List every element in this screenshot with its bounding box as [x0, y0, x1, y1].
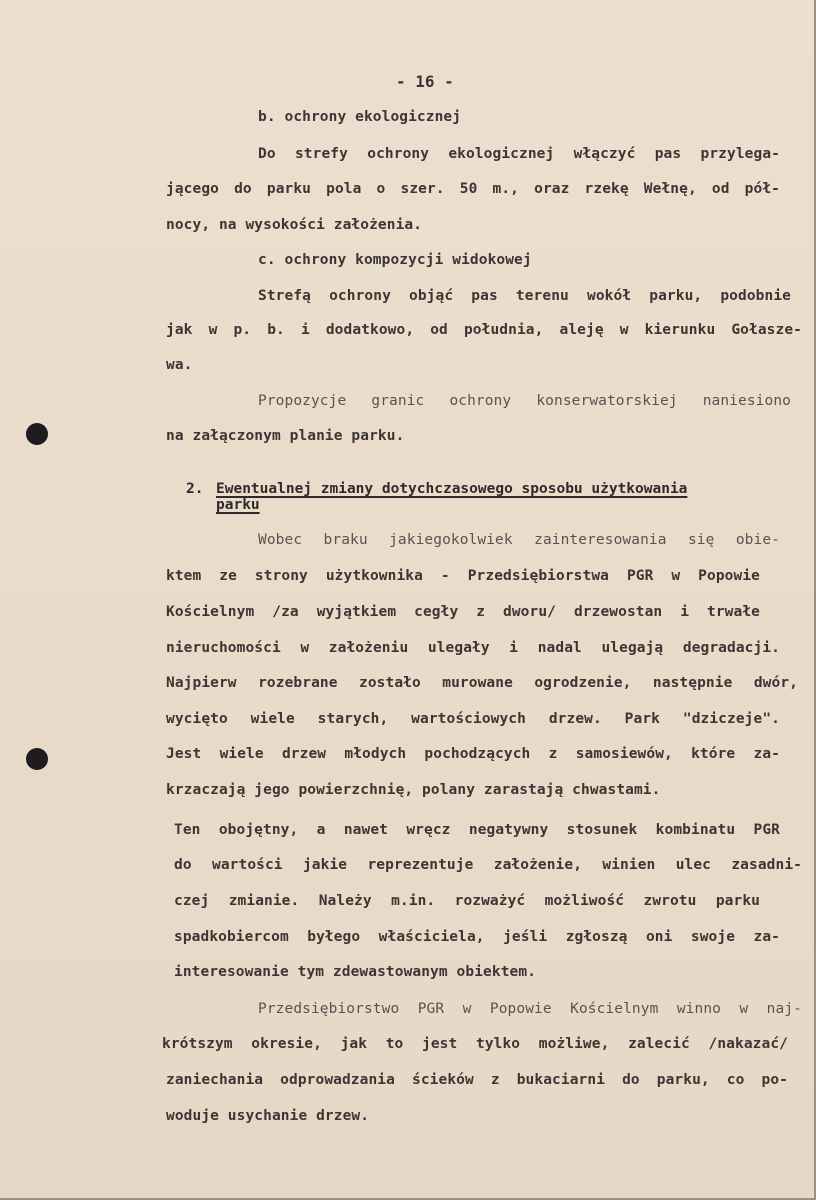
text-line: Przedsiębiorstwo PGR w Popowie Kościelnym winno w naj- [258, 1001, 802, 1017]
text-line: wycięto wiele starych, wartościowych drzew. Park "dziczeje". [166, 711, 780, 727]
text-line: wa. [166, 357, 193, 373]
text-line: woduje usychanie drzew. [166, 1108, 370, 1124]
text-line: Strefą ochrony objąć pas terenu wokół parku, podobnie [258, 288, 791, 304]
text-line: nocy, na wysokości założenia. [166, 217, 423, 233]
section-2-heading-continued [216, 496, 260, 514]
subsection-c-heading: c. ochrony kompozycji widokowej [258, 252, 532, 268]
text-line: jak w p. b. i dodatkowo, od południa, aleję w kierunku Gołasze- [166, 322, 802, 338]
text-line: Ten obojętny, a nawet wręcz negatywny stosunek kombinatu PGR [174, 822, 780, 838]
subsection-b-heading: b. ochrony ekologicznej [258, 109, 462, 125]
text-line: czej zmianie. Należy m.in. rozważyć możliwość zwrotu parku [174, 893, 760, 909]
page-number: - 16 - [396, 72, 454, 91]
punch-hole [26, 748, 48, 770]
text-line: Propozycje granic ochrony konserwatorskiej naniesiono [258, 393, 791, 409]
text-line: Wobec braku jakiegokolwiek zainteresowania się obie- [258, 532, 780, 548]
text-line: Jest wiele drzew młodych pochodzących z samosiewów, które za- [166, 746, 780, 762]
section-2-heading-line: parku [216, 497, 260, 513]
text-line: jącego do parku pola o szer. 50 m., oraz rzekę Wełnę, od pół- [166, 181, 780, 197]
text-line: spadkobiercom byłego właściciela, jeśli zgłoszą oni swoje za- [174, 929, 780, 945]
punch-hole [26, 423, 48, 445]
section-2-heading-line: Ewentualnej zmiany dotychczasowego sposobu użytkowania [216, 481, 688, 497]
text-line: do wartości jakie reprezentuje założenie, winien ulec zasadni- [174, 857, 802, 873]
text-line: nieruchomości w założeniu ulegały i nadal ulegają degradacji. [166, 640, 780, 656]
text-line: Kościelnym /za wyjątkiem cegły z dworu/ drzewostan i trwałe [166, 604, 760, 620]
section-2-number: 2. [186, 481, 204, 497]
text-line: krótszym okresie, jak to jest tylko możliwe, zalecić /nakazać/ [162, 1036, 788, 1052]
text-line: ktem ze strony użytkownika - Przedsiębiorstwa PGR w Popowie [166, 568, 760, 584]
text-line: interesowanie tym zdewastowanym obiektem. [174, 964, 537, 980]
text-line: Najpierw rozebrane zostało murowane ogrodzenie, następnie dwór, [166, 675, 798, 691]
text-line: na załączonym planie parku. [166, 428, 405, 444]
section-2-heading [216, 480, 687, 498]
text-line: Do strefy ochrony ekologicznej włączyć pas przylega- [258, 146, 780, 162]
text-line: krzaczają jego powierzchnię, polany zarastają chwastami. [166, 782, 661, 798]
text-line: zaniechania odprowadzania ścieków z bukaciarni do parku, co po- [166, 1072, 788, 1088]
